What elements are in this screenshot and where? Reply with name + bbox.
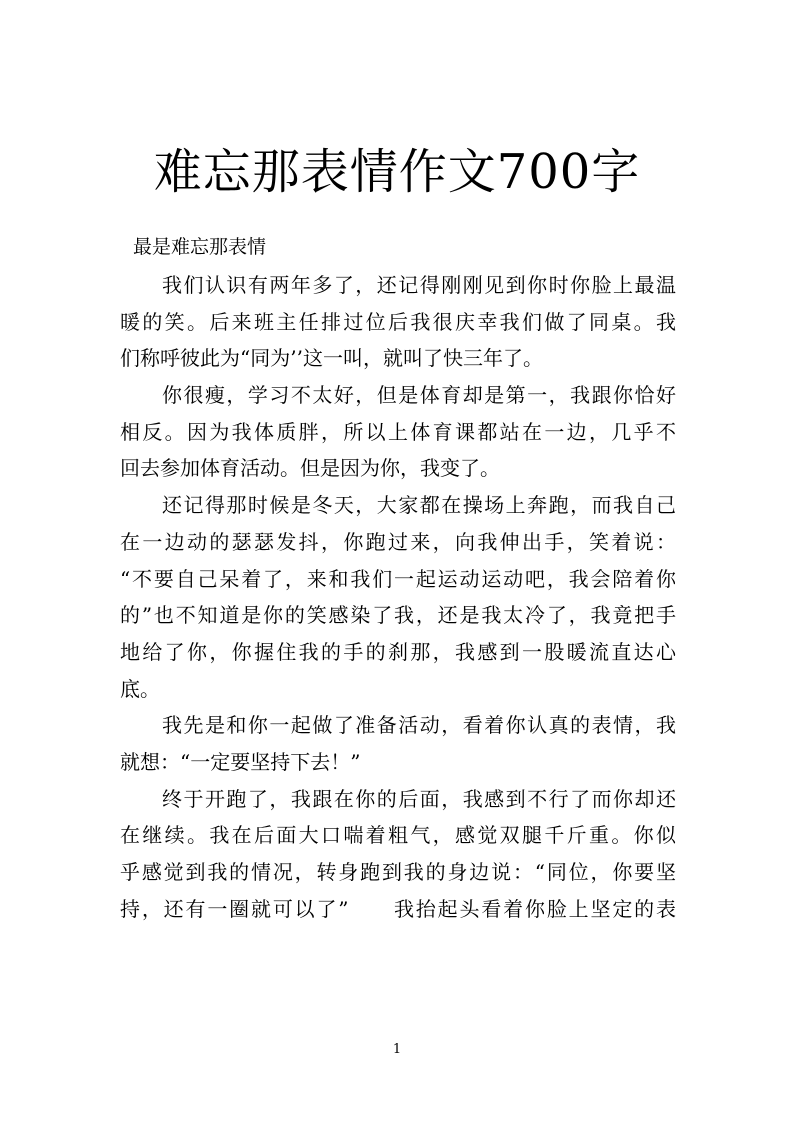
paragraph-line: 回去参加体育活动。但是因为你，我变了。: [120, 456, 500, 481]
paragraph-line: 乎感觉到我的情况，转身跑到我的身边说：“同位，你要坚: [120, 860, 676, 884]
paragraph-line: 还记得那时候是冬天，大家都在操场上奔跑，而我自己: [162, 493, 676, 518]
document-title: 难忘那表情作文700字: [153, 144, 641, 200]
paragraph-line: “不要自己呆着了，来和我们一起运动运动吧，我会陪着你: [120, 566, 676, 591]
paragraph-line: 底。: [120, 676, 160, 701]
paragraph-line: 相反。因为我体质胖，所以上体育课都站在一边，几乎不: [120, 419, 676, 444]
paragraph-line: 我先是和你一起做了准备活动，看着你认真的表情，我: [162, 713, 676, 738]
page-number: 1: [392, 1042, 402, 1057]
paragraph-line: 持，还有一圈就可以了” 我抬起头看着你脸上坚定的表: [120, 896, 676, 921]
paragraph-line: 在继续。我在后面大口喘着粗气，感觉双腿千斤重。你似: [120, 823, 676, 848]
paragraph-line: 暖的笑。后来班主任排过位后我很庆幸我们做了同桌。我: [120, 309, 676, 334]
document-subtitle: 最是难忘那表情: [133, 236, 267, 258]
paragraph-line: 我们认识有两年多了，还记得刚刚见到你时你脸上最温: [162, 273, 676, 297]
paragraph-line: 你很瘦，学习不太好，但是体育却是第一，我跟你恰好: [162, 383, 676, 408]
paragraph-line: 终于开跑了，我跟在你的后面，我感到不行了而你却还: [162, 786, 676, 811]
paragraph-line: 就想：“一定要坚持下去！”: [120, 749, 361, 774]
paragraph-line: 们称呼彼此为“同为’’这一叫，就叫了快三年了。: [120, 346, 543, 371]
paragraph-line: 的”也不知道是你的笑感染了我，还是我太冷了，我竟把手: [120, 603, 676, 628]
paragraph-line: 地给了你，你握住我的手的刹那，我感到一股暖流直达心: [120, 639, 676, 664]
paragraph-line: 在一边动的瑟瑟发抖，你跑过来，向我伸出手，笑着说：: [120, 529, 676, 554]
essay-body: [120, 267, 676, 927]
